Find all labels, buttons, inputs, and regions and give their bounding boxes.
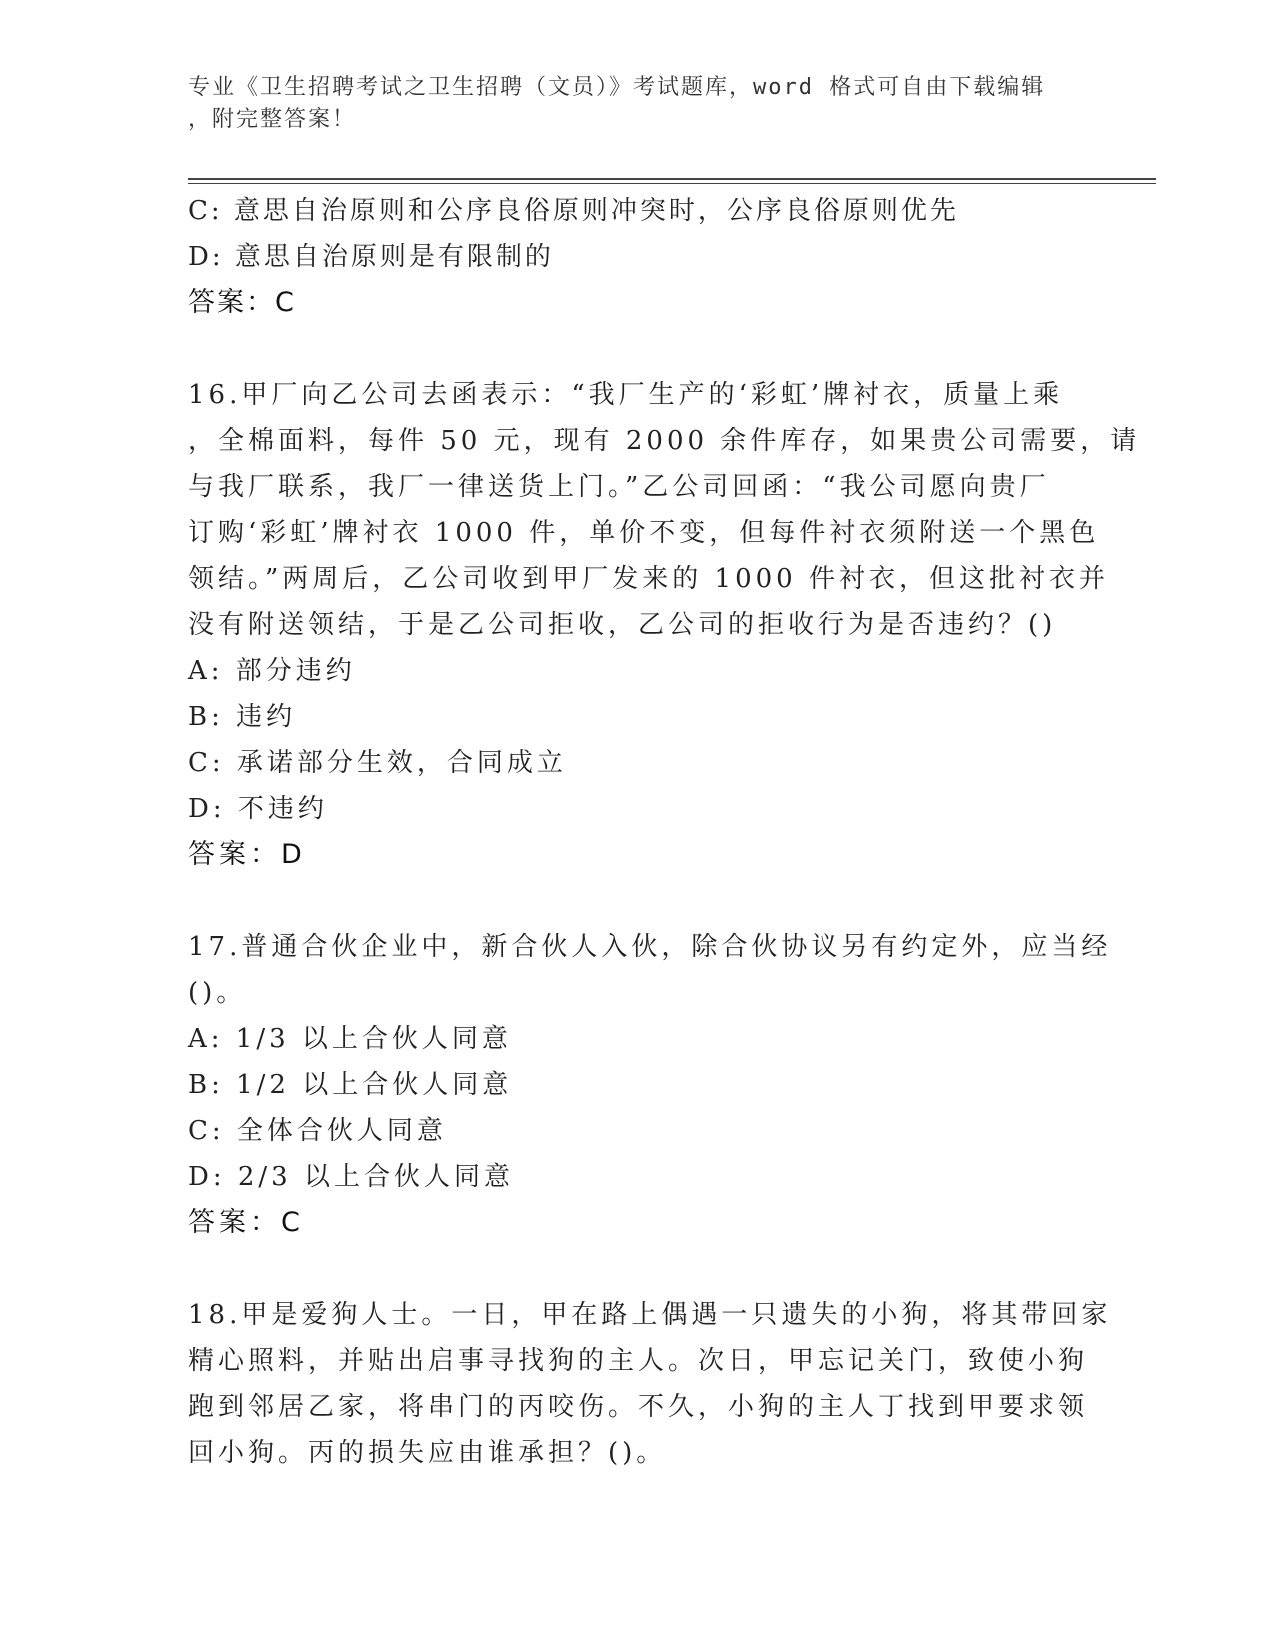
option-c: C: 意思自治原则和公序良俗原则冲突时，公序良俗原则优先 [188,196,959,226]
question-text-line: 回小狗。丙的损失应由谁承担？()。 [188,1438,667,1468]
option-d: D: 不违约 [188,794,328,824]
answer: 答案：D [188,839,306,870]
answer: 答案：C [188,287,296,318]
question-text-line: 跑到邻居乙家，将串门的丙咬伤。不久，小狗的主人丁找到甲要求领 [188,1392,1089,1422]
question-text-line: ()。 [188,978,247,1008]
question-15 [188,188,1088,326]
question-16 [188,372,1141,878]
question-text-line: 与我厂联系，我厂一律送货上门。”乙公司回函：“我公司愿向贵厂 [188,472,1050,502]
question-17 [188,924,1112,1246]
header-line-2: ，附完整答案！ [188,107,357,132]
option-c: C: 全体合伙人同意 [188,1116,447,1146]
question-text-line: 精心照料，并贴出启事寻找狗的主人。次日，甲忘记关门，致使小狗 [188,1346,1089,1376]
header-divider-thin [188,183,1156,184]
question-18 [188,1292,1112,1476]
document-header [188,72,1068,136]
question-text-line: ，全棉面料，每件 50 元，现有 2000 余件库存，如果贵公司需要，请 [188,426,1141,456]
option-b: B: 1/2 以上合伙人同意 [188,1070,513,1100]
answer: 答案：C [188,1207,304,1238]
spacer [188,1246,1088,1292]
option-c: C: 承诺部分生效，合同成立 [188,748,567,778]
question-content [188,188,1141,1476]
spacer [188,326,1088,372]
question-text-line: 领结。”两周后，乙公司收到甲厂发来的 1000 件衬衣，但这批衬衣并 [188,564,1109,594]
option-d: D: 2/3 以上合伙人同意 [188,1162,514,1192]
question-text-line: 16.甲厂向乙公司去函表示：“我厂生产的‘彩虹’牌衬衣，质量上乘 [188,380,1064,410]
spacer [188,878,1088,924]
option-a: A: 1/3 以上合伙人同意 [188,1024,512,1054]
option-b: B: 违约 [188,702,297,732]
option-d: D: 意思自治原则是有限制的 [188,242,554,272]
question-text-line: 没有附送领结，于是乙公司拒收，乙公司的拒收行为是否违约？() [188,610,1057,640]
question-text-line: 18.甲是爱狗人士。一日，甲在路上偶遇一只遗失的小狗，将其带回家 [188,1300,1112,1330]
question-text-line: 订购‘彩虹’牌衬衣 1000 件，单价不变，但每件衬衣须附送一个黑色 [188,518,1100,548]
question-text-line: 17.普通合伙企业中，新合伙人入伙，除合伙协议另有约定外，应当经 [188,932,1112,962]
header-line-1: 专业《卫生招聘考试之卫生招聘（文员）》考试题库，word 格式可自由下载编辑 [188,75,1046,100]
option-a: A: 部分违约 [188,656,356,686]
header-divider-thick [188,178,1156,180]
